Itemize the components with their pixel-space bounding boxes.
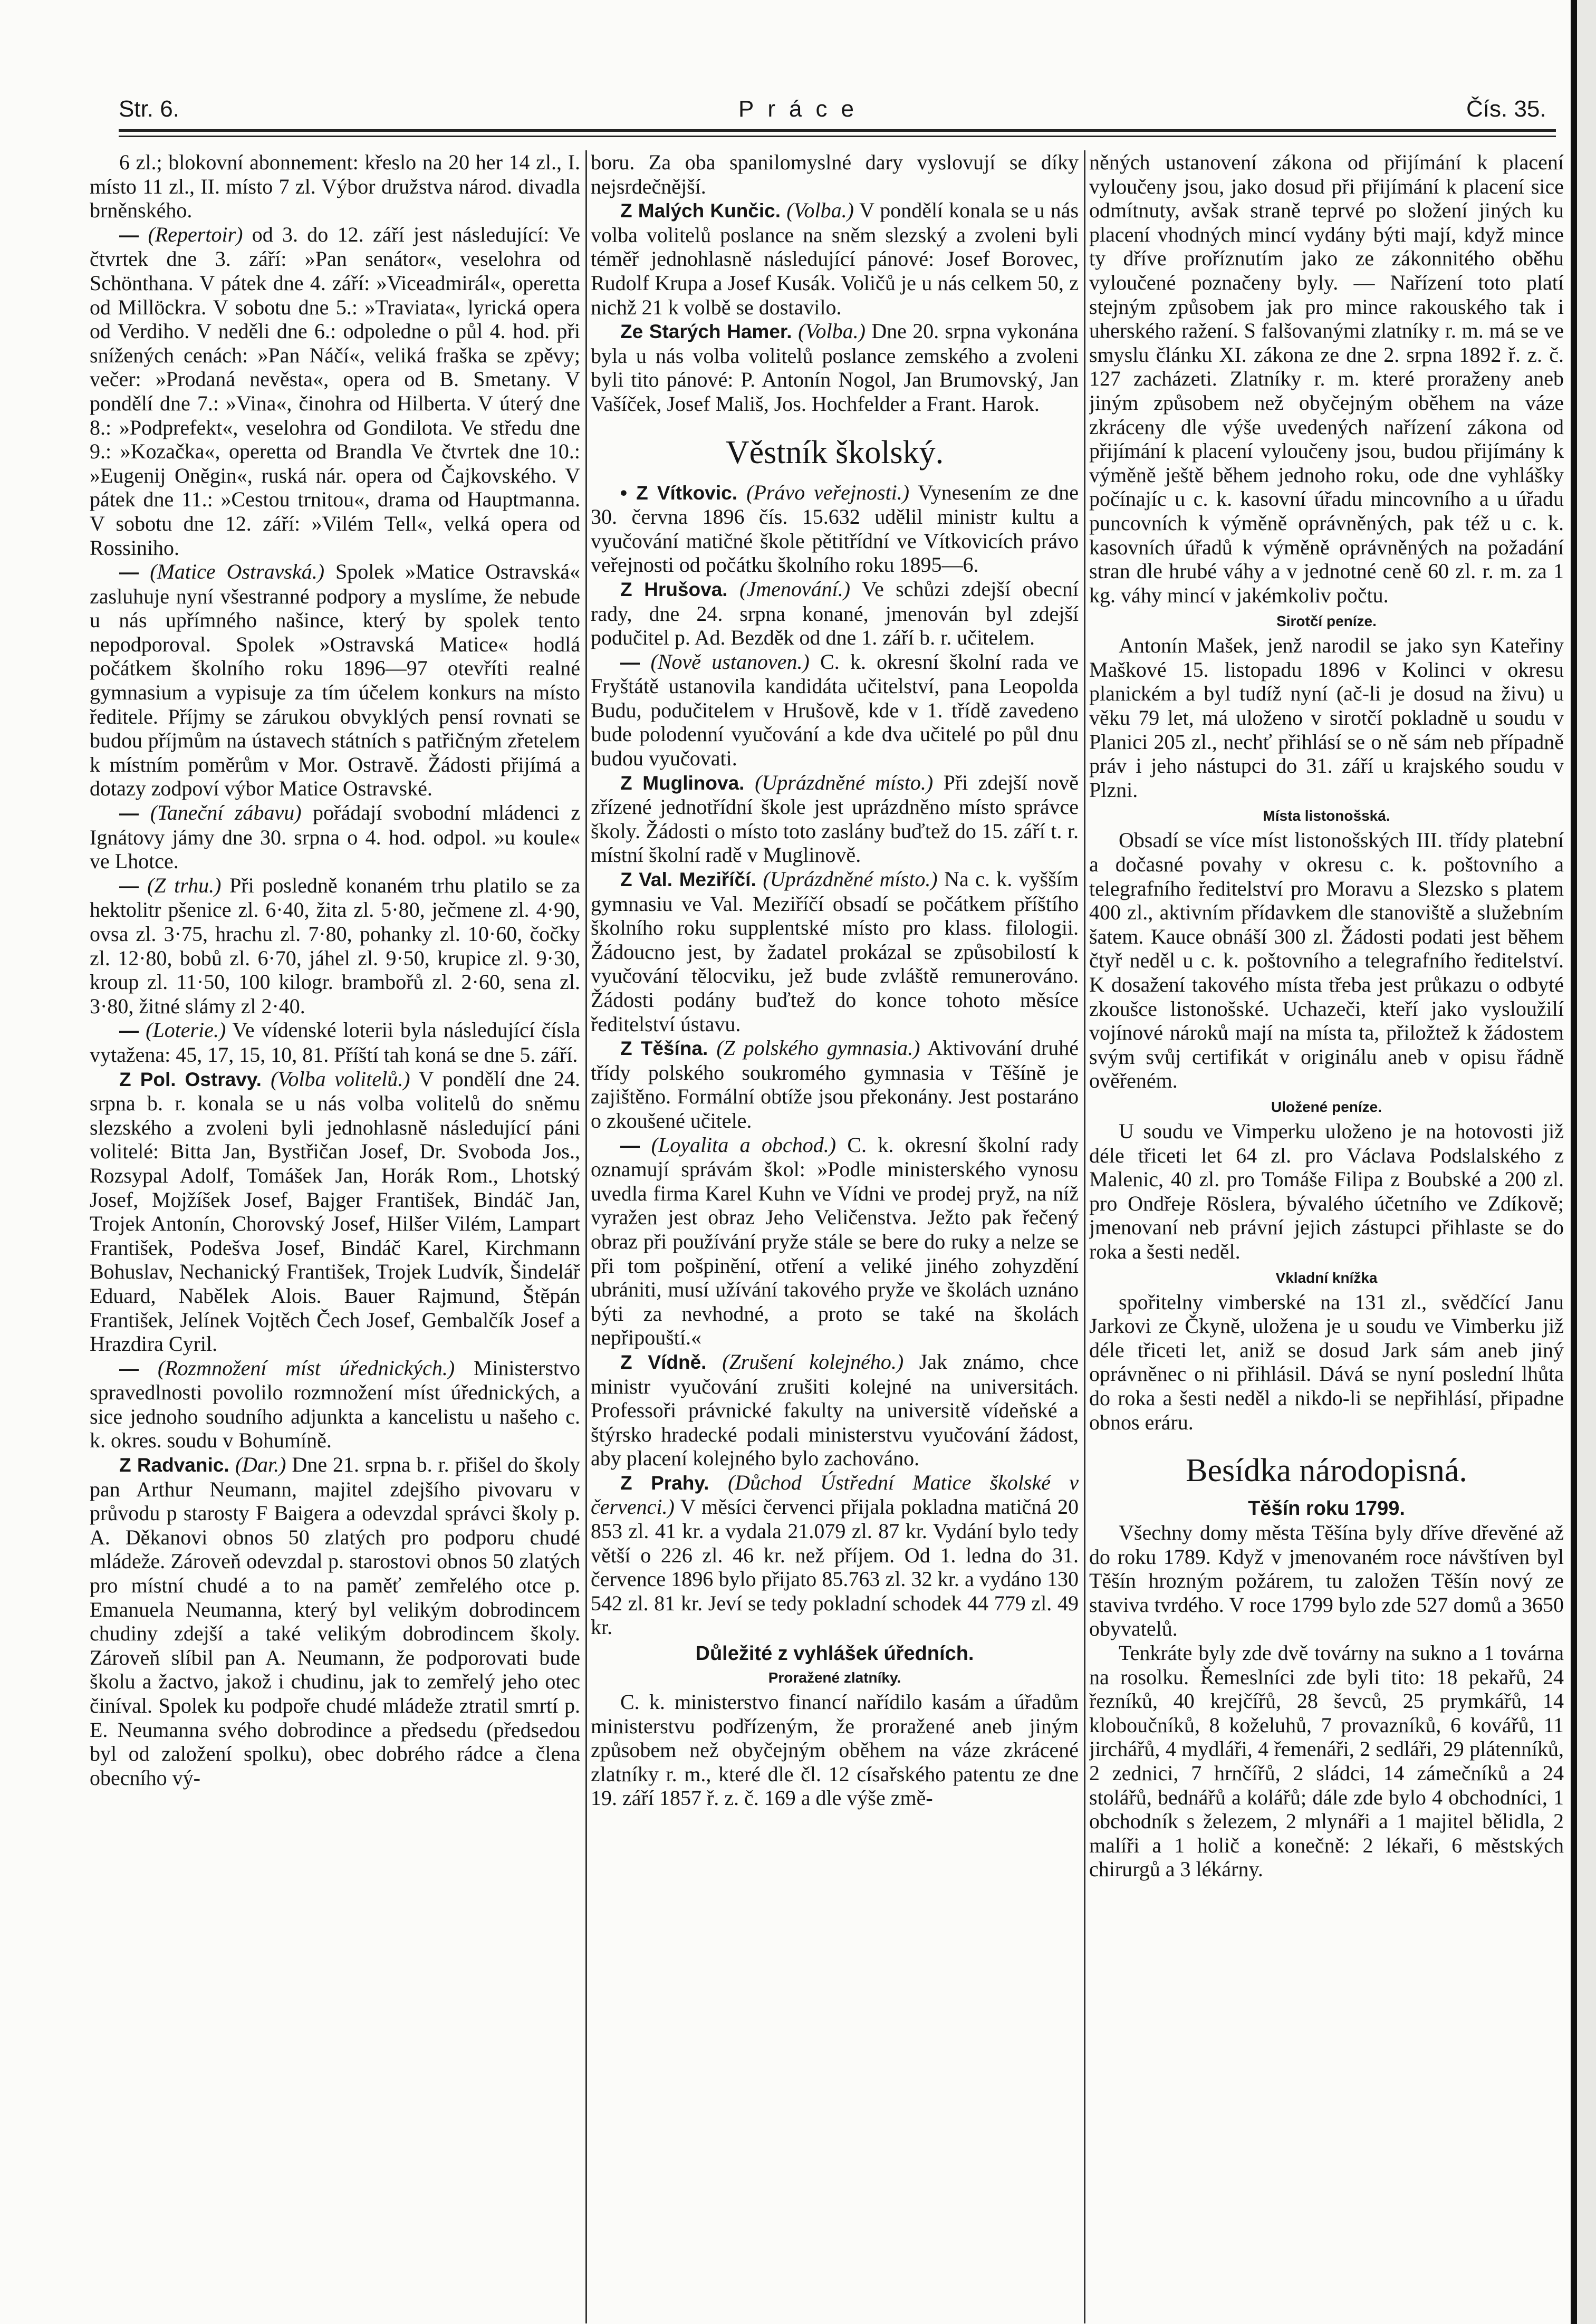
- article-paragraph: [591, 650, 1079, 771]
- article-topic: (Taneční zábavu): [150, 801, 302, 825]
- article-paragraph: [591, 867, 1079, 1036]
- article-paragraph: [591, 1350, 1079, 1471]
- article-lead: Z Radvanic.: [119, 1454, 235, 1476]
- article-lead: —: [620, 1134, 651, 1156]
- article-paragraph: [1089, 1641, 1564, 1881]
- article-topic: (Právo veřejnosti.): [746, 480, 910, 504]
- article-text: Obsadí se více míst listonošských III. třídy platební a dočasné povahy v okresu c. k. poštovního a telegrafního ředitelství pro Moravu a Slezsko s platem 400 zl., aktivním přídavkem dle stanoviště a služebním šatem. Kauce obnáší 300 zl. Žádosti podati jest během čtyř neděl u c. k. poštovního a telegrafního ředitelství. K dosažení takového místa třeba jest průkazu o odbyté zkoušce listonošské. Uchazeči, kteří jako vysloužilí vojínové nároků mají na místa ta, přiložtež k žádostem svým svůj certifikát v originálu aneb v opisu řádně ověřeném.: [1089, 828, 1564, 1093]
- article-text: boru. Za oba spanilomyslné dary vyslovují se díky nejsrdečnější.: [591, 150, 1079, 198]
- article-lead: Z Hrušova.: [620, 578, 740, 600]
- article-topic: (Loyalita a obchod.): [651, 1132, 837, 1157]
- article-paragraph: [591, 1036, 1079, 1132]
- article-text: od 3. do 12. září jest následující: Ve čtvrtek dne 3. září: »Pan senátor«, veselohra od Schönthana. V pátek dne 4. září: »Viceadmirál«, operetta od Millöckra. V sobotu dne 5.: »Traviata«, lyrická opera od Verdiho. V neděli dne 6.: odpoledne o půl 4. hod. při snížených cenách: »Pan Náčí«, veliká fraška se zpěvy; večer: »Prodaná nevěsta«, opera od B. Smetany. V pondělí dne 7.: »Vina«, činohra od Hilberta. V úterý dne 8.: »Podprefekt«, veselohra od Gondilota. Ve středu dne 9.: »Kozačka«, operetta od Brandla Ve čtvrtek dne 10.: »Eugenij Oněgin«, ruská nár. opera od Čajkovského. V pátek dne 11.: »Cestou trnitou«, drama od Hauptmanna. V sobotu dne 12. září: »Vilém Tell«, velká opera od Rossiniho.: [90, 222, 580, 560]
- page-header: [0, 90, 1561, 132]
- article-text: pořádají svobodní mládenci z Ignátovy jámy dne 30. srpna o 4. hod. odpol. »u koule« ve Lhotce.: [90, 801, 580, 873]
- article-text: Při zdejší nově zřízené jednotřídní škole jest uprázdněno místo správce školy. Žádosti o místo toto zaslány buďtež do 15. září t. r. místní školní radě v Muglinově.: [591, 770, 1079, 867]
- article-topic: (Z polského gymnasia.): [716, 1036, 920, 1060]
- article-paragraph: [591, 577, 1079, 650]
- article-paragraph: [90, 873, 580, 1019]
- section-heading: Věstník školský.: [725, 434, 944, 470]
- article-text: U soudu ve Vimperku uloženo je na hotovosti již déle třiceti let 64 zl. pro Václava Podslalského z Malenic, 40 zl. pro Tomáše Filipa z Boubské a 200 zl. pro Ondřeje Röslera, bývalého účetního ve Zdíkově; jmenovaní neb právní jejich zástupci přihlaste se do roka a šesti neděl.: [1089, 1119, 1564, 1263]
- newspaper-title: Práce: [738, 96, 868, 122]
- article-topic: (Z trhu.): [147, 873, 222, 897]
- article-paragraph: [591, 319, 1079, 416]
- subheading: Proražené zlatníky.: [768, 1669, 901, 1686]
- article-text: C. k. okresní školní rada ve Fryštátě ustanovila kandidáta učitelství, pana Leopolda Budu, podučitelem v Hrušově, kde v 1. třídě zavedeno bude polodenní vyučování a kde dva učitelé po půl dnu budou vyučovati.: [591, 649, 1079, 771]
- article-lead: Z Prahy.: [620, 1472, 728, 1494]
- article-topic: (Zrušení kolejného.): [722, 1349, 904, 1374]
- article-topic: (Rozmnožení míst úřednických.): [157, 1356, 455, 1380]
- subheading: Sirotčí peníze.: [1276, 613, 1377, 630]
- article-lead: —: [119, 802, 150, 824]
- article-text: Aktivování druhé třídy polského soukromého gymnasia v Těšíně je zajištěno. Formální obtíže jsou překonány. Jest postaráno o zkoušené učitele.: [591, 1036, 1079, 1132]
- subheading: Těšín roku 1799.: [1248, 1497, 1405, 1520]
- article-lead: —: [620, 651, 651, 673]
- article-paragraph: [90, 801, 580, 873]
- article-text: V pondělí dne 24. srpna b. r. konala se u nás volba volitelů do sněmu slezského a zvoleni byli jednohlasně následující páni volitelé: Bitta Jan, Bystřičan Josef, Dr. Svoboda Jos., Rozsypal Adolf, Tomášek Jan, Horák Rom., Lhotský Josef, Mojžíšek Josef, Bajger František, Bindáč Jan, Trojek Antonín, Chorovský Josef, Hilšer Vilém, Lampart František, Podešva Josef, Bindáč Karel, Kirchmann Bohuslav, Nechanický František, Trojek Ludvík, Šindelář Eduard, Nabělek Alois. Bauer Rajmund, Štěpán František, Jelínek Vojtěch Čech Josef, Gembalčík Josef a Hrazdira Cyril.: [90, 1067, 580, 1356]
- article-topic: (Důchod Ústřední Matice školské v červenci.): [591, 1470, 1079, 1519]
- article-text: V měsíci červenci přijala pokladna matičná 20 853 zl. 41 kr. a vydala 21.079 zl. 87 kr. Vydání bylo tedy větší o 226 zl. 46 kr. než příjem. Od 1. ledna do 31. července 1896 bylo přijato 85.763 zl. 32 kr. a vydáno 130 542 zl. 81 kr. Jeví se tedy pokladní schodek 44 779 zl. 49 kr.: [591, 1495, 1079, 1639]
- article-paragraph: [90, 1453, 580, 1790]
- article-text: C. k. okresní školní rady oznamují správám škol: »Podle ministerského vynosu uvedla firma Karel Kuhn ve Vídni ve prodej pryž, na níž vyražen jest obraz Jeho Veličenstva. Ježto pak řečený obraz při používání pryže stále se bere do ruky a nelze se při tom pošpinění, otření a veliké jiného zohyzdění ubrániti, musí užívání takového pryže ve školách uznáno býti za nevhodné, a proto se také na školách nepřipouští.«: [591, 1132, 1079, 1350]
- issue-number: Čís. 35.: [1466, 96, 1546, 122]
- article-lead: Ze Starých Hamer.: [620, 321, 799, 343]
- subheading: Uložené peníze.: [1271, 1098, 1382, 1115]
- article-topic: (Dar.): [235, 1453, 286, 1477]
- article-paragraph: [1089, 150, 1564, 607]
- article-text: C. k. ministerstvo financí nařídilo kasám a úřadům ministerstvu podřízeným, že proražené aneb jiným způsobem než obyčejným oběhem na váze zkrácené zlatníky r. m., které dle čl. 12 císařského patentu ze dne 19. září 1857 ř. z. č. 169 a dle výše změ-: [591, 1690, 1079, 1810]
- article-lead: Z Pol. Ostravy.: [119, 1068, 271, 1090]
- subheading: Vkladní knížka: [1275, 1269, 1378, 1286]
- column-1: [90, 150, 580, 2318]
- article-topic: (Jmenování.): [739, 577, 851, 601]
- article-lead: Z Vídně.: [620, 1351, 723, 1373]
- article-text: V pondělí konala se u nás volba volitelů poslance na sněm slezský a zvoleni byli téměř jednohlasně následující pánové: Josef Borovec, Rudolf Krupa a Josef Kusák. Voličů je u nás celkem 50, z nichž 21 k volbě se dostavilo.: [591, 198, 1079, 319]
- article-text: Spolek »Matice Ostravská« zasluhuje nyní všestranné podpory a myslíme, že nebude u nás upřímného našince, který by spolek tento nepodporoval. Spolek »Ostravská Matice« hodlá počátkem školního roku 1896—97 otevříti realné gymnasium a vypisuje za tím účelem konkurs na místo ředitele. Příjmy se zárukou obvyklých pensí rovnati se budou příjmům na ústavech státních s patřičným zřetelem k místním poměrům v Mor. Ostravě. Žádosti přijímá a dotazy zodpoví výbor Matice Ostravské.: [90, 560, 580, 801]
- article-paragraph: [90, 223, 580, 560]
- subheading: Místa listonošská.: [1263, 808, 1390, 824]
- article-paragraph: [1089, 1119, 1564, 1264]
- page-number: Str. 6.: [119, 96, 179, 122]
- article-text: Dne 21. srpna b. r. přišel do školy pan Arthur Neumann, majitel zdejšího pivovaru v průvodu p starosty F Baigera a odevzdal správci školy p. A. Děkanovi obnos 50 zlatých pro podporu chudé mládeže. Zároveň odevzdal p. starostovi obnos 50 zlatých pro místní chudé a to na paměť zemřelého otce p. Emanuela Neumanna, který byl velikým dobrodincem chudiny zdejší a také velikým dobrodincem školy. Zároveň slíbil pan A. Neumann, že podporovati bude školu a žactvo, jakož i chudinu, jak to zemřelý jeho otec činíval. Spolek ku podpoře chudé mládeže ztratil smrtí p. E. Neumanna svého dobrodince a předsedu (předsedou byl od založení spolku), obec dobrého rádce a člena obecního vý-: [90, 1453, 580, 1790]
- adjacent-page: [1577, 0, 1596, 2324]
- article-lead: —: [119, 561, 150, 583]
- article-lead: Z Muglinova.: [620, 772, 755, 794]
- article-paragraph: [591, 771, 1079, 867]
- article-paragraph: [591, 1690, 1079, 1810]
- article-topic: (Loterie.): [146, 1018, 226, 1042]
- article-text: spořitelny vimberské na 131 zl., svědčící Janu Jarkovi ze Čkyně, uložena je u soudu ve Vimberku již déle třiceti let, aniž se dosud Jark sám aneb jiný oprávněnec o ni přihlásil. Dává se nyní poslední lhůta do roka a šesti neděl a nikdo-li se nepřihlásí, připadne obnos eráru.: [1089, 1290, 1564, 1434]
- article-paragraph: [591, 150, 1079, 198]
- column-divider: [1084, 150, 1085, 2323]
- article-paragraph: [1089, 633, 1564, 802]
- article-lead: —: [119, 1357, 158, 1379]
- article-topic: (Uprázdněné místo.): [763, 867, 938, 891]
- article-lead: Z Malých Kunčic.: [620, 200, 787, 222]
- article-text: Dne 20. srpna vykonána byla u nás volba volitelů poslance zemského a zvoleni byli tito pánové: P. Antonín Nogol, Jan Brumovský, Jan Vašíček, Josef Mališ, Jos. Hochfelder a Frant. Harok.: [591, 319, 1079, 416]
- section-heading: Besídka národopisná.: [1186, 1453, 1467, 1489]
- article-text: Při posledně konaném trhu platilo se za hektolitr pšenice zl. 6·40, žita zl. 5·80, ječmene zl. 4·90, ovsa zl. 3·75, hrachu zl. 7·80, pohanky zl. 10·60, čočky zl. 12·80, bobů zl. 6·70, jáhel zl. 9·50, krupice zl. 9·30, kroup zl. 11·50, 100 kilogr. brambořů zl. 2·60, sena zl. 3·80, žitné slámy zl 2·40.: [90, 873, 580, 1018]
- article-text: Jak známo, chce ministr vyučování zrušiti kolejné na universitách. Professoři právnické fakulty na universitě vídeňské a štýrsko hradecké podali ministerstvu vyučování žádost, aby placení kolejného bylo zachováno.: [591, 1349, 1079, 1471]
- article-paragraph: [90, 1067, 580, 1356]
- article-paragraph: [1089, 1290, 1564, 1435]
- header-rule: [119, 129, 1556, 132]
- article-topic: (Nově ustanoven.): [650, 649, 810, 674]
- article-text: Tenkráte byly zde dvě továrny na sukno a 1 továrna na rosolku. Řemeslníci zde byli tito: 18 pekařů, 24 řezníků, 40 krejčířů, 28 ševců, 25 prymkářů, 14 kloboučníků, 8 koželuhů, 7 provazníků, 6 kovářů, 11 jirchářů, 4 mydláři, 4 řemenáři, 2 sedláři, 29 plátenníků, 2 zednici, 7 hrnčířů, 2 sládci, 14 zámečníků a 24 stolářů, bednářů a kolářů; dále zde bylo 4 obchodníci, 1 obchodník s železem, 2 mlynáři a 1 majitel bělidla, 2 malíři a 1 holič a konečně: 2 lékaři, 6 městských chirurgů a 3 lékárny.: [1089, 1641, 1564, 1881]
- article-lead: Z Těšína.: [620, 1038, 717, 1060]
- column-3: [1089, 150, 1564, 2318]
- article-topic: (Uprázdněné místo.): [755, 770, 934, 794]
- article-topic: (Volba.): [786, 198, 854, 223]
- article-paragraph: [90, 1018, 580, 1067]
- article-lead: —: [119, 1020, 146, 1042]
- article-paragraph: [591, 481, 1079, 577]
- article-paragraph: [591, 1133, 1079, 1350]
- page-edge: [1571, 0, 1577, 2324]
- column-2: [591, 150, 1079, 2318]
- article-paragraph: [1089, 1521, 1564, 1641]
- article-text: Všechny domy města Těšína byly dříve dřevěné až do roku 1789. Když v jmenovaném roce návštíven byl Těšín hrozným požárem, tu založen Těšín nový ze staviva tvrdého. V roce 1799 bylo zde 527 domů a 3650 obyvatelů.: [1089, 1521, 1564, 1641]
- article-text: Antonín Mašek, jenž narodil se jako syn Kateřiny Maškové 15. listopadu 1896 v Kolinci v okresu planickém a byl tudíž nyní (ač-li je dosud na živu) u věku 79 let, má uloženo v sirotčí pokladně u soudu v Planici 205 zl., nechť přihlásí se o ně sám neb případně práv i jeho nástupci do 31. září u krajského soudu v Plzni.: [1089, 633, 1564, 802]
- article-topic: (Matice Ostravská.): [150, 560, 325, 584]
- article-text: Ve schůzi zdejší obecní rady, dne 24. srpna konané, jmenován byl zdejší podučitel p. Ad. Bezděk od dne 1. září b. r. učitelem.: [591, 577, 1079, 650]
- article-paragraph: [90, 560, 580, 801]
- article-text: Vynesením ze dne 30. června 1896 čís. 15.632 udělil ministr kultu a vyučování matičné škole pětitřídní ve Vítkovicích právo veřejnosti od počátku školního roku 1895—6.: [591, 480, 1079, 577]
- article-paragraph: [1089, 828, 1564, 1093]
- article-paragraph: [90, 150, 580, 223]
- article-lead: —: [119, 875, 147, 897]
- article-topic: (Repertoir): [148, 222, 243, 246]
- article-text: něných ustanovení zákona od přijímání k placení vyloučeny jsou, jako dosud při přijímání k placení sice odmítnuty, avšak straně teprvé po složení jiných ku placení vhodných mincí vydány býti mají, když mince ty dříve proříznutím jako ze zákonnitého oběhu vyloučené poznačeny byly. — Nařízení toto platí stejným způsobem jak pro mince rakouského tak i uherského ražení. S falšovanými zlatníky r. m. má se ve smyslu článku XI. zákona ze dne 2. srpna 1892 ř. z. č. 127 zacházeti. Zlatníky r. m. které proraženy aneb jiným způsobem než obyčejným oběhem na váze zkráceny dle výše uvedených nařízení zákona od přijímání k placení vyloučeny jsou, budou přijímány k výměně ještě během jednoho roku, ode dne vyhlášky počínajíc u c. k. kasovní úřadu mincovního a u úřadu puncovních k výměně oprávněných, pak též u c. k. kasovních úřadů k výměně oprávněných na požadání stran dle hrubé váhy a v jednotné ceně 60 zl. r. m. za 1 kg. váhy mincí v jakémkoliv počtu.: [1089, 150, 1564, 607]
- article-paragraph: [90, 1356, 580, 1453]
- article-lead: Z Val. Meziříčí.: [620, 869, 763, 891]
- article-lead: —: [119, 224, 148, 246]
- article-text: Na c. k. vyšším gymnasiu ve Val. Meziříčí obsadí se počátkem příštího školního roku supplentské místo pro klass. filologii. Žádoucno jest, by žadatel prokázal se způsobilostí k vyučování tělocviku, jež bude zvláště remunerováno. Žádosti podány buďtež do konce tohoto měsíce ředitelství ústavu.: [591, 867, 1079, 1036]
- article-paragraph: [591, 198, 1079, 319]
- column-divider: [585, 150, 587, 2323]
- article-topic: (Volba.): [798, 319, 866, 343]
- article-text: Ve vídenské loterii byla následující čísla vytažena: 45, 17, 15, 10, 81. Příští tah koná se dne 5. září.: [90, 1018, 580, 1067]
- article-paragraph: [591, 1471, 1079, 1639]
- subheading: Důležité z vyhlášek úředních.: [695, 1643, 974, 1665]
- article-text: Ministerstvo spravedlnosti povolilo rozmnožení míst úřednických, a sice jednoho soudního adjunkta a kancelistu u našeho c. k. okres. soudu v Bohumíně.: [90, 1356, 580, 1453]
- article-topic: (Volba volitelů.): [271, 1067, 410, 1091]
- header-rule: [119, 136, 1556, 137]
- article-lead: • Z Vítkovic.: [620, 482, 747, 504]
- article-text: 6 zl.; blokovní abonnement: křeslo na 20 her 14 zl., I. místo 11 zl., II. místo 7 zl. Výbor družstva národ. divadla brněnského.: [90, 150, 580, 223]
